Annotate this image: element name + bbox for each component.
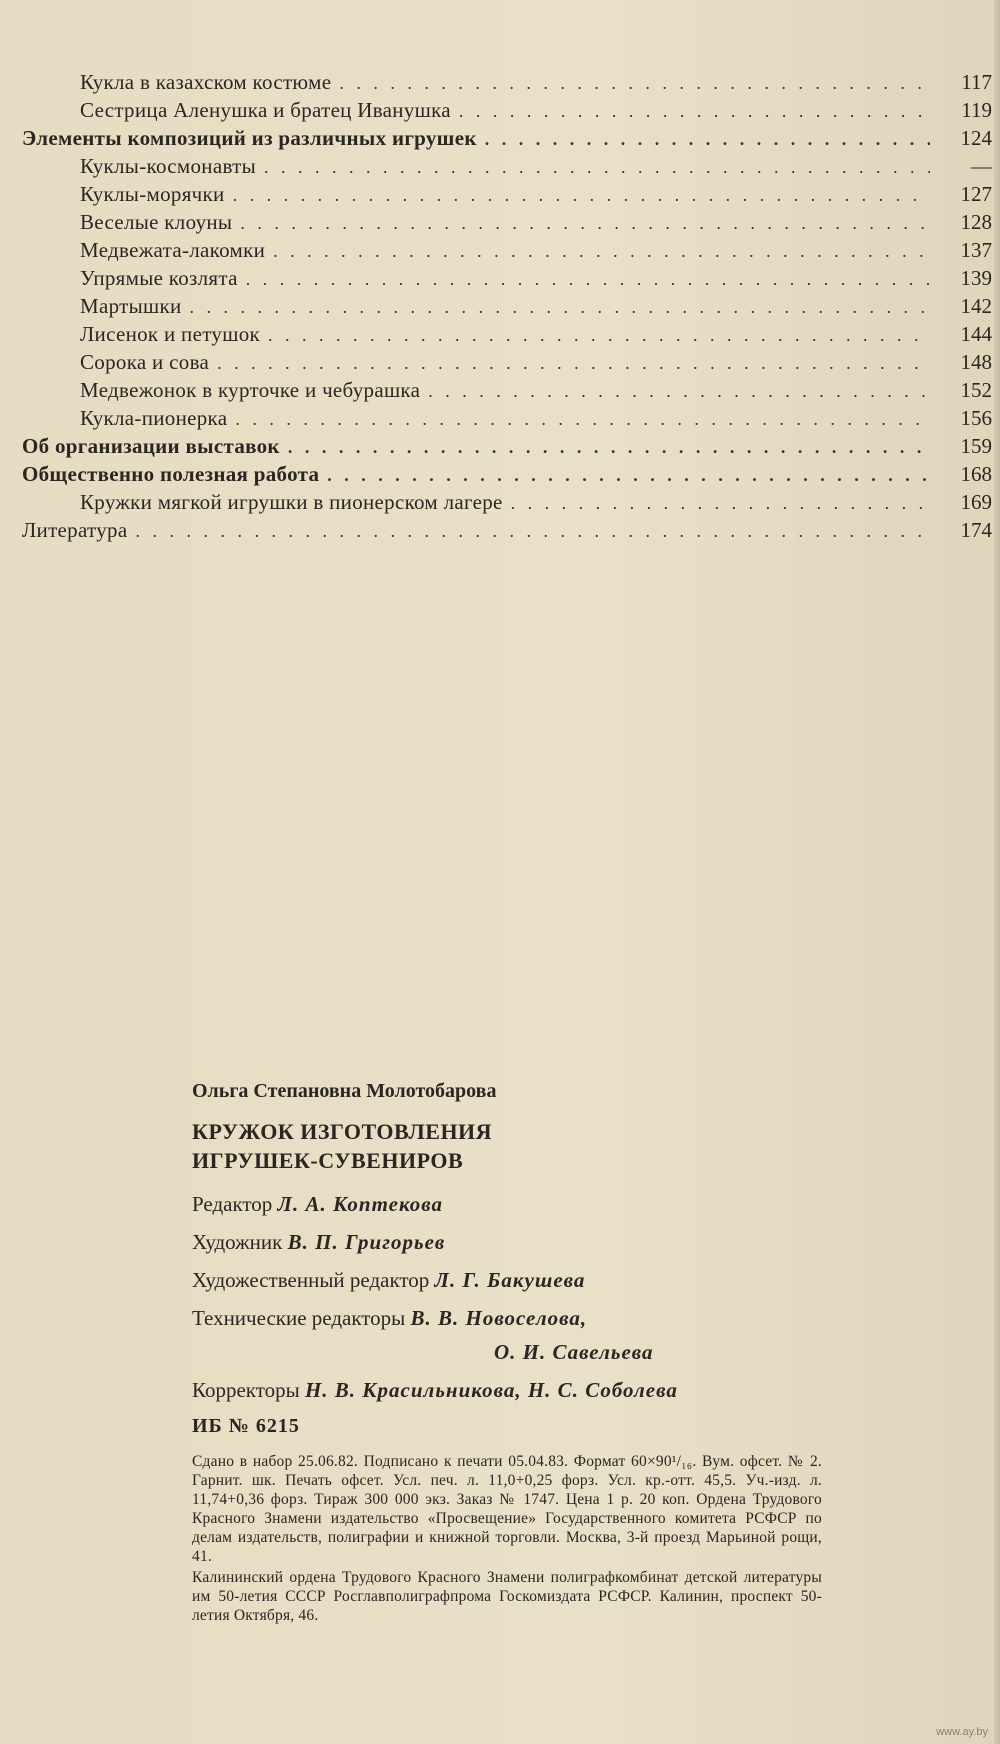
toc-entry-title: Сорока и сова <box>80 350 210 374</box>
toc-entry-page: 156 <box>960 406 992 430</box>
toc-entry-page: 124 <box>960 126 992 150</box>
toc-entry-page: — <box>971 154 992 178</box>
credit-name: Л. А. Коптекова <box>277 1192 444 1216</box>
toc-leader-dots <box>428 377 930 405</box>
toc-entry <box>22 460 994 488</box>
toc-entry <box>22 124 994 152</box>
toc-entry-page: 139 <box>960 266 992 290</box>
toc-entry-page: 152 <box>960 378 992 402</box>
credit-art-editor <box>192 1265 822 1295</box>
toc-leader-dots <box>339 69 930 97</box>
toc-leader-dots <box>135 517 930 545</box>
author-name: Ольга Степановна Молотобарова <box>192 1080 497 1102</box>
toc-leader-dots <box>264 153 930 181</box>
toc-entry-page: 159 <box>960 434 992 458</box>
toc-entry <box>22 404 994 432</box>
toc-entry-page: 174 <box>960 518 992 542</box>
toc-entry-title: Куклы-морячки <box>80 182 225 206</box>
toc-entry <box>22 264 994 292</box>
toc-entry-title: Куклы-космонавты <box>80 154 257 178</box>
toc-entry <box>22 236 994 264</box>
toc-entry-title: Литература <box>22 518 128 542</box>
toc-entry-title: Об организации выставок <box>22 434 280 458</box>
table-of-contents <box>22 68 994 544</box>
toc-entry-page: 119 <box>961 98 992 122</box>
toc-entry-page: 117 <box>961 70 992 94</box>
watermark: www.ay.by <box>936 1726 988 1738</box>
toc-leader-dots <box>485 125 930 153</box>
toc-entry-page: 142 <box>960 294 992 318</box>
toc-entry <box>22 96 994 124</box>
toc-entry <box>22 376 994 404</box>
toc-leader-dots <box>246 265 930 293</box>
credit-name: В. П. Григорьев <box>287 1230 446 1254</box>
toc-leader-dots <box>190 293 930 321</box>
toc-entry <box>22 292 994 320</box>
toc-entry <box>22 320 994 348</box>
credit-label: Редактор <box>192 1192 273 1216</box>
toc-entry-page: 148 <box>960 350 992 374</box>
print-details <box>192 1452 822 1625</box>
toc-leader-dots <box>217 349 930 377</box>
toc-entry <box>22 488 994 516</box>
ib-number: ИБ № 6215 <box>192 1415 300 1437</box>
credit-name: Л. Г. Бакушева <box>434 1268 586 1292</box>
credit-artist <box>192 1227 822 1257</box>
imprint-block <box>192 1080 822 1627</box>
toc-entry-title: Элементы композиций из различных игрушек <box>22 126 477 150</box>
toc-entry-title: Лисенок и петушок <box>80 322 260 346</box>
toc-leader-dots <box>459 97 930 125</box>
toc-entry-page: 169 <box>960 490 992 514</box>
toc-entry-page: 128 <box>960 210 992 234</box>
credit-tech-editor-2 <box>192 1337 822 1367</box>
toc-leader-dots <box>511 489 930 517</box>
toc-leader-dots <box>235 405 930 433</box>
toc-leader-dots <box>268 321 930 349</box>
credit-name: Н. В. Красильникова, Н. С. Соболева <box>304 1378 678 1402</box>
toc-entry-page: 168 <box>960 462 992 486</box>
printer-details: Калининский ордена Трудового Красного Знамени полиграфкомбинат детской литературы им 50-летия СССР Росглавполиграфпрома Госкомиздата РСФСР. Калинин, проспект 50-летия Октября, 46. <box>192 1569 822 1624</box>
toc-entry-title: Упрямые козлята <box>80 266 238 290</box>
toc-entry <box>22 432 994 460</box>
toc-entry-title: Кукла-пионерка <box>80 406 228 430</box>
toc-entry-title: Медвежата-лакомки <box>80 238 266 262</box>
credit-label: Технические редакторы <box>192 1306 406 1330</box>
toc-entry-title: Сестрица Аленушка и братец Иванушка <box>80 98 451 122</box>
toc-leader-dots <box>327 461 930 489</box>
toc-leader-dots <box>273 237 930 265</box>
credit-name: В. В. Новоселова, <box>410 1306 588 1330</box>
credit-editor <box>192 1189 822 1219</box>
toc-entry <box>22 348 994 376</box>
book-title-line-1: КРУЖОК ИЗГОТОВЛЕНИЯ <box>192 1119 493 1144</box>
toc-entry <box>22 516 994 544</box>
toc-entry-page: 127 <box>960 182 992 206</box>
page-edge-shadow <box>994 0 1000 1744</box>
toc-entry <box>22 180 994 208</box>
toc-entry <box>22 208 994 236</box>
credit-proofreaders <box>192 1375 822 1405</box>
credit-name: О. И. Савельева <box>494 1340 654 1364</box>
toc-entry-title: Общественно полезная работа <box>22 462 320 486</box>
toc-entry <box>22 68 994 96</box>
toc-entry-title: Кружки мягкой игрушки в пионерском лагере <box>80 490 503 514</box>
book-title <box>192 1117 822 1175</box>
credit-label: Художественный редактор <box>192 1268 430 1292</box>
book-title-line-2: ИГРУШЕК-СУВЕНИРОВ <box>192 1148 464 1173</box>
credit-label: Корректоры <box>192 1378 300 1402</box>
toc-entry-page: 144 <box>960 322 992 346</box>
toc-entry-title: Кукла в казахском костюме <box>80 70 332 94</box>
credit-label: Художник <box>192 1230 283 1254</box>
toc-leader-dots <box>233 181 930 209</box>
toc-entry-title: Веселые клоуны <box>80 210 233 234</box>
credit-tech-editors <box>192 1303 822 1333</box>
publication-details: Сдано в набор 25.06.82. Подписано к печати 05.04.83. Формат 60×90¹/₁₆. Вум. офсет. № 2. Гарнит. шк. Печать офсет. Усл. печ. л. 11,0+0,25 форз. Усл. кр.-отт. 45,5. Уч.-изд. л. 11,74+0,36 форз. Тираж 300 000 экз. Заказ № 1747. Цена 1 р. 20 коп. Ордена Трудового Красного Знамени издательство «Просвещение» Государственного комитета РСФСР по делам издательств, полиграфии и книжной торговли. Москва, 3-й проезд Марьиной рощи, 41. <box>192 1453 822 1565</box>
toc-entry-page: 137 <box>960 238 992 262</box>
toc-leader-dots <box>288 433 930 461</box>
toc-entry-title: Мартышки <box>80 294 182 318</box>
toc-leader-dots <box>240 209 930 237</box>
toc-entry <box>22 152 994 180</box>
toc-entry-title: Медвежонок в курточке и чебурашка <box>80 378 421 402</box>
